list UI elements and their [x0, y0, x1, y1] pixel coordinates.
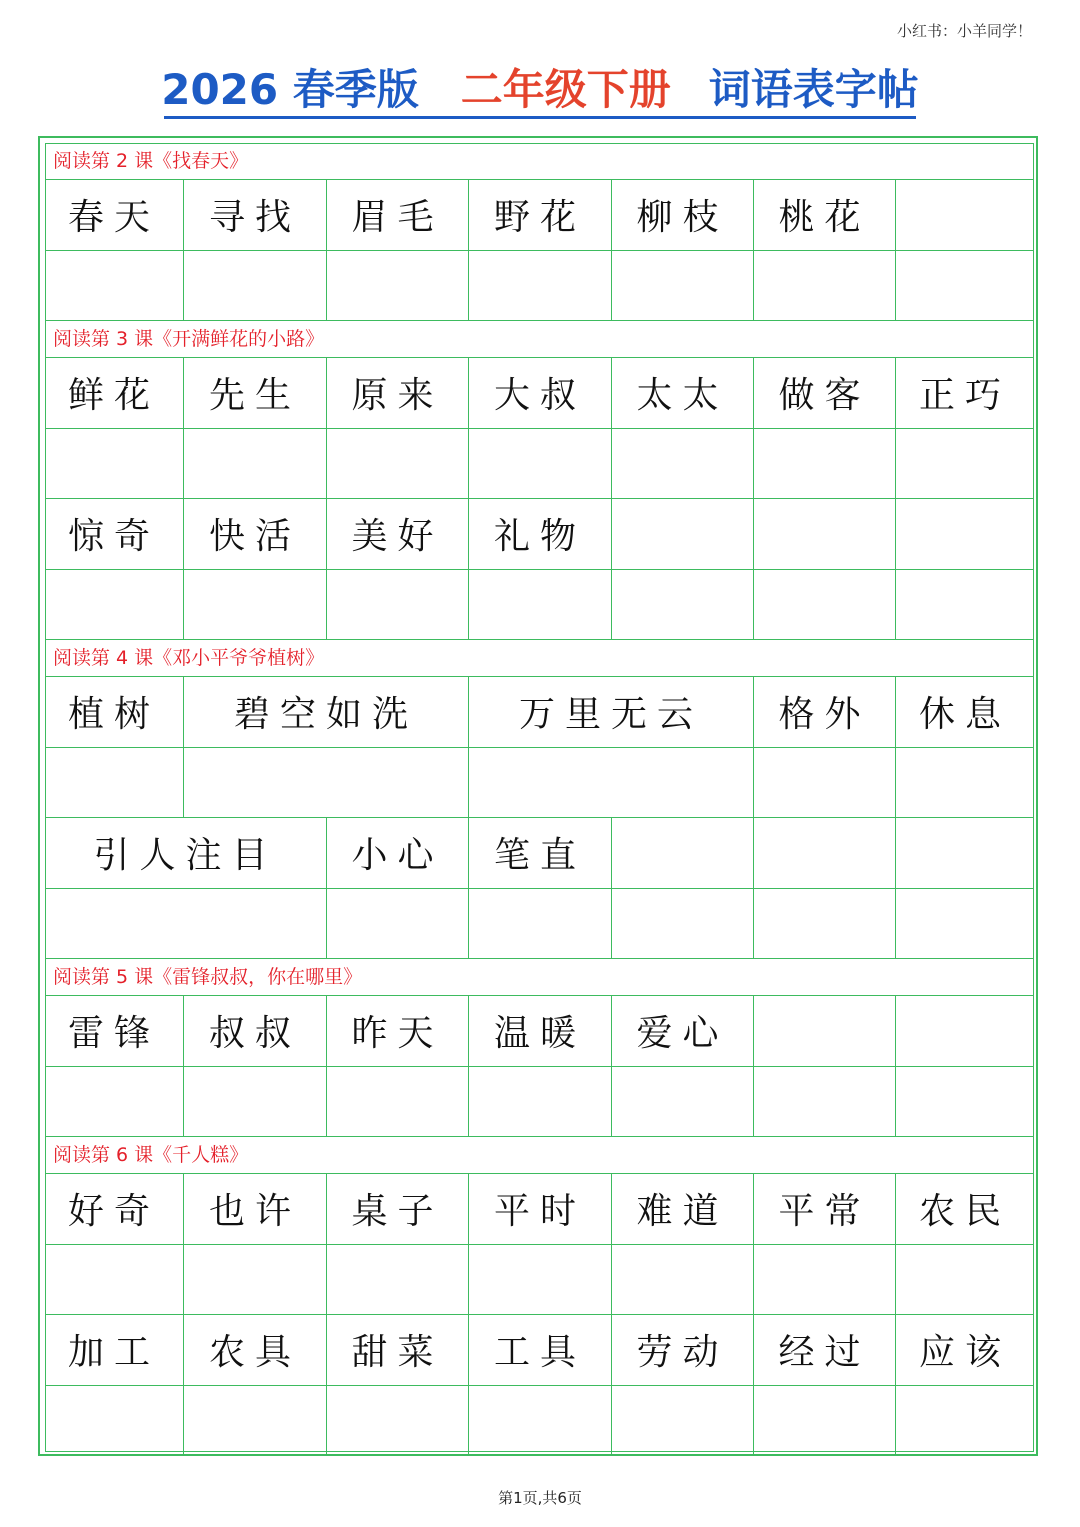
word-cell: 劳动 — [612, 1315, 754, 1386]
word-cell: 农民 — [896, 1174, 1034, 1245]
word-cell: 甜菜 — [327, 1315, 469, 1386]
practice-cell — [45, 429, 184, 500]
practice-cell — [754, 889, 896, 960]
practice-cell — [469, 1067, 612, 1138]
practice-cell — [612, 1386, 754, 1457]
practice-cell — [754, 748, 896, 819]
word-cell: 鲜花 — [45, 358, 184, 429]
word-cell: 雷锋 — [45, 996, 184, 1067]
lesson-heading: 阅读第 3 课《开满鲜花的小路》 — [45, 321, 1034, 358]
word-cell: 小心 — [327, 818, 469, 889]
practice-cell — [754, 429, 896, 500]
word-cell: 太太 — [612, 358, 754, 429]
practice-cell — [612, 1245, 754, 1316]
practice-cell — [469, 1245, 612, 1316]
practice-cell — [327, 251, 469, 322]
word-cell: 桌子 — [327, 1174, 469, 1245]
word-cell: 碧空如洗 — [184, 677, 469, 748]
word-cell: 寻找 — [184, 180, 327, 251]
empty-cell — [896, 180, 1034, 251]
word-cell: 休息 — [896, 677, 1034, 748]
title-grade: 二年级下册 — [460, 65, 671, 114]
word-cell: 昨天 — [327, 996, 469, 1067]
page-title — [0, 62, 1080, 118]
practice-cell — [896, 1386, 1034, 1457]
word-cell: 野花 — [469, 180, 612, 251]
practice-cell — [327, 429, 469, 500]
empty-cell — [896, 996, 1034, 1067]
word-cell: 加工 — [45, 1315, 184, 1386]
word-cell: 爱心 — [612, 996, 754, 1067]
word-cell: 难道 — [612, 1174, 754, 1245]
word-cell: 应该 — [896, 1315, 1034, 1386]
practice-cell — [327, 1067, 469, 1138]
word-cell: 平时 — [469, 1174, 612, 1245]
practice-cell — [469, 429, 612, 500]
page-number: 第1页,共6页 — [498, 1489, 582, 1507]
empty-cell — [754, 499, 896, 570]
word-cell: 眉毛 — [327, 180, 469, 251]
word-cell: 礼物 — [469, 499, 612, 570]
word-cell: 格外 — [754, 677, 896, 748]
empty-cell — [896, 818, 1034, 889]
word-cell: 惊奇 — [45, 499, 184, 570]
title-subject: 词语表字帖 — [708, 65, 919, 114]
practice-cell — [184, 570, 327, 641]
practice-cell — [184, 1386, 327, 1457]
title-underline — [164, 116, 916, 119]
practice-cell — [754, 1067, 896, 1138]
empty-cell — [754, 996, 896, 1067]
word-cell: 也许 — [184, 1174, 327, 1245]
practice-cell — [45, 1067, 184, 1138]
lesson-heading: 阅读第 2 课《找春天》 — [45, 143, 1034, 180]
word-cell: 先生 — [184, 358, 327, 429]
word-cell: 正巧 — [896, 358, 1034, 429]
practice-cell — [45, 1245, 184, 1316]
empty-cell — [612, 499, 754, 570]
title-edition: 2026 春季版 — [161, 65, 419, 114]
watermark-text: 小红书：小羊同学！ — [896, 22, 1032, 40]
copybook-grid — [45, 143, 1034, 1456]
word-cell: 经过 — [754, 1315, 896, 1386]
practice-cell — [327, 570, 469, 641]
practice-cell — [45, 1386, 184, 1457]
lesson-heading: 阅读第 6 课《千人糕》 — [45, 1137, 1034, 1174]
word-cell: 好奇 — [45, 1174, 184, 1245]
word-cell: 原来 — [327, 358, 469, 429]
lesson-heading: 阅读第 5 课《雷锋叔叔，你在哪里》 — [45, 959, 1034, 996]
word-cell: 工具 — [469, 1315, 612, 1386]
practice-cell — [45, 748, 184, 819]
word-cell: 桃花 — [754, 180, 896, 251]
word-cell: 美好 — [327, 499, 469, 570]
practice-cell — [327, 1245, 469, 1316]
practice-cell — [184, 251, 327, 322]
practice-cell — [896, 429, 1034, 500]
word-cell: 做客 — [754, 358, 896, 429]
practice-cell — [896, 1245, 1034, 1316]
practice-cell — [327, 889, 469, 960]
empty-cell — [612, 818, 754, 889]
practice-cell — [469, 570, 612, 641]
practice-cell — [896, 889, 1034, 960]
word-cell: 柳枝 — [612, 180, 754, 251]
practice-cell — [896, 570, 1034, 641]
word-cell: 引人注目 — [45, 818, 327, 889]
practice-cell — [184, 429, 327, 500]
practice-cell — [45, 251, 184, 322]
practice-cell — [896, 1067, 1034, 1138]
practice-cell — [184, 1067, 327, 1138]
practice-cell — [469, 889, 612, 960]
practice-cell — [896, 251, 1034, 322]
word-cell: 快活 — [184, 499, 327, 570]
practice-cell — [896, 748, 1034, 819]
practice-cell — [612, 429, 754, 500]
practice-cell — [184, 1245, 327, 1316]
word-cell: 平常 — [754, 1174, 896, 1245]
word-cell: 万里无云 — [469, 677, 754, 748]
practice-cell — [612, 889, 754, 960]
word-cell: 春天 — [45, 180, 184, 251]
practice-cell — [612, 251, 754, 322]
practice-cell — [45, 570, 184, 641]
lesson-heading: 阅读第 4 课《邓小平爷爷植树》 — [45, 640, 1034, 677]
empty-cell — [896, 499, 1034, 570]
practice-cell — [45, 889, 327, 960]
practice-cell — [754, 570, 896, 641]
practice-cell — [469, 1386, 612, 1457]
practice-cell — [612, 570, 754, 641]
practice-cell — [469, 251, 612, 322]
practice-cell — [754, 1245, 896, 1316]
word-cell: 大叔 — [469, 358, 612, 429]
empty-cell — [754, 818, 896, 889]
practice-cell — [469, 748, 754, 819]
word-cell: 笔直 — [469, 818, 612, 889]
practice-cell — [754, 1386, 896, 1457]
word-cell: 农具 — [184, 1315, 327, 1386]
practice-cell — [612, 1067, 754, 1138]
practice-cell — [327, 1386, 469, 1457]
word-cell: 温暖 — [469, 996, 612, 1067]
practice-cell — [184, 748, 469, 819]
word-cell: 叔叔 — [184, 996, 327, 1067]
word-cell: 植树 — [45, 677, 184, 748]
practice-cell — [754, 251, 896, 322]
